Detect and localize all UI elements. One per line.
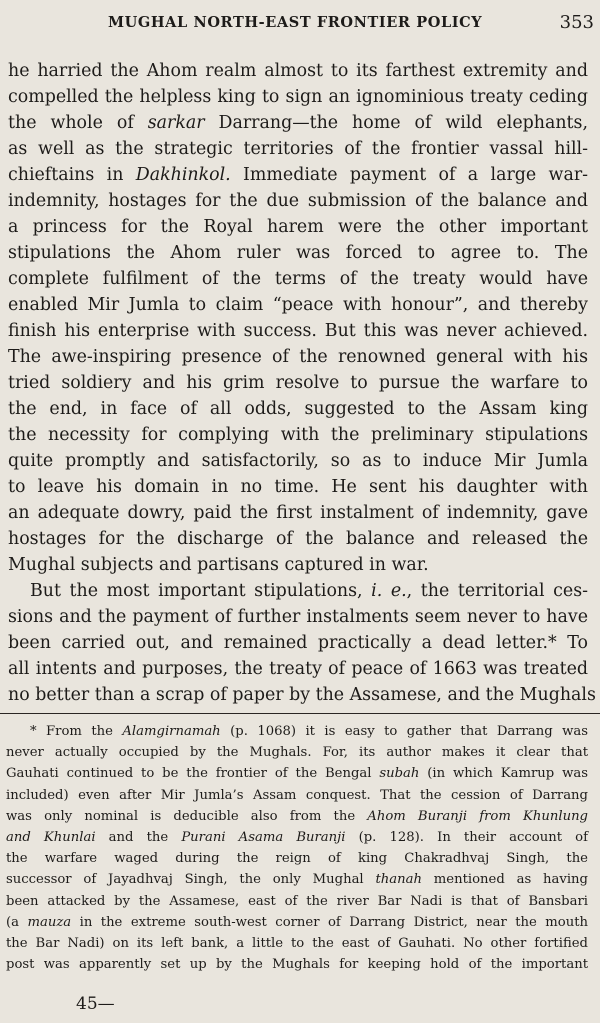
running-title: MUGHAL NORTH-EAST FRONTIER POLICY [108, 14, 483, 31]
footnote-line: (a mauza in the extreme south-west corner of Darrang District, near the mouth [6, 914, 588, 930]
text-line: as well as the strategic territories of the frontier vassal hill- [8, 139, 588, 159]
text-line: compelled the helpless king to sign an ignominious treaty ceding [8, 87, 588, 107]
text-line: hostages for the discharge of the balance and released the [8, 529, 588, 549]
italic-text: and Khunlai [6, 829, 96, 845]
text-line: to leave his domain in no time. He sent his daughter with [8, 477, 588, 497]
text-line: stipulations the Ahom ruler was forced to agree to. The [8, 243, 588, 263]
italic-text: sarkar [147, 113, 205, 133]
italic-text: Alamgirnamah [122, 724, 221, 739]
text-line: been carried out, and remained practically a dead letter.* To [8, 633, 588, 653]
text-line: the necessity for complying with the preliminary stipulations [8, 425, 588, 445]
footnote-line: successor of Jayadhvaj Singh, the only Mughal thanah mentioned as having [6, 872, 588, 888]
footnote-line: post was apparently set up by the Mughals for keeping hold of the important [6, 957, 588, 973]
text-line: the end, in face of all odds, suggested to the Assam king [8, 399, 588, 419]
text-line: enabled Mir Jumla to claim “peace with honour”, and thereby [8, 295, 588, 315]
text-line: no better than a scrap of paper by the Assamese, and the Mughals [8, 685, 596, 705]
signature-mark: 45— [76, 994, 115, 1014]
text-line: quite promptly and satisfactorily, so as to induce Mir Jumla [8, 451, 588, 471]
footnote [6, 721, 588, 975]
footnote-line: * From the Alamgirnamah (p. 1068) it is easy to gather that Darrang was [30, 724, 589, 739]
footnote-line: and Khunlai and the Purani Asama Buranji (p. 128). In their account of [6, 829, 588, 845]
text-line: But the most important stipulations, i. e., the territorial ces- [30, 581, 588, 601]
text-line: an adequate dowry, paid the first instalment of indemnity, gave [8, 503, 588, 523]
footnote-line: Gauhati continued to be the frontier of the Bengal subah (in which Kamrup was [6, 766, 588, 782]
footnote-line: included) even after Mir Jumla’s Assam conquest. That the cession of Darrang [6, 787, 588, 803]
footnote-line: the Bar Nadi) on its left bank, a little to the east of Gauhati. No other fortified [6, 935, 588, 951]
text-line: all intents and purposes, the treaty of peace of 1663 was treated [8, 659, 588, 679]
text-line: a princess for the Royal harem were the other important [8, 217, 588, 237]
footnote-line: was only nominal is deducible also from the Ahom Buranji from Khunlung [6, 808, 589, 824]
page-number: 353 [559, 12, 594, 33]
text-line: sions and the payment of further instalments seem never to have [8, 607, 588, 627]
text-line: tried soldiery and his grim resolve to pursue the warfare to [8, 373, 588, 393]
text-line: complete fulfilment of the terms of the treaty would have [8, 269, 588, 289]
text-line: Mughal subjects and partisans captured in war. [8, 555, 429, 575]
text-line: finish his enterprise with success. But this was never achieved. [8, 321, 588, 341]
main-text [8, 58, 596, 708]
footnote-divider [0, 713, 600, 714]
italic-text: mauza [27, 914, 72, 930]
italic-text: i. e. [371, 581, 407, 601]
text-line: he harried the Ahom realm almost to its farthest extremity and [8, 61, 588, 81]
footnote-line: been attacked by the Assamese, east of the river Bar Nadi is that of Bansbari [6, 893, 588, 909]
italic-text: Purani Asama Buranji [181, 829, 346, 845]
footnote-line: never actually occupied by the Mughals. For, its author makes it clear that [6, 745, 588, 761]
text-line: indemnity, hostages for the due submission of the balance and [8, 191, 588, 211]
italic-text: Dakhinkol. [135, 165, 231, 185]
text-line: The awe-inspiring presence of the renowned general with his [8, 347, 588, 367]
text-line: chieftains in Dakhinkol. Immediate payment of a large war- [8, 165, 589, 185]
text-line: the whole of sarkar Darrang—the home of wild elephants, [8, 113, 588, 133]
italic-text: thanah [375, 872, 422, 888]
footnote-line: the warfare waged during the reign of king Chakradhvaj Singh, the [6, 851, 588, 867]
italic-text: Ahom Buranji from Khunlung [367, 808, 589, 824]
page-header [0, 12, 600, 36]
italic-text: subah [379, 766, 420, 782]
